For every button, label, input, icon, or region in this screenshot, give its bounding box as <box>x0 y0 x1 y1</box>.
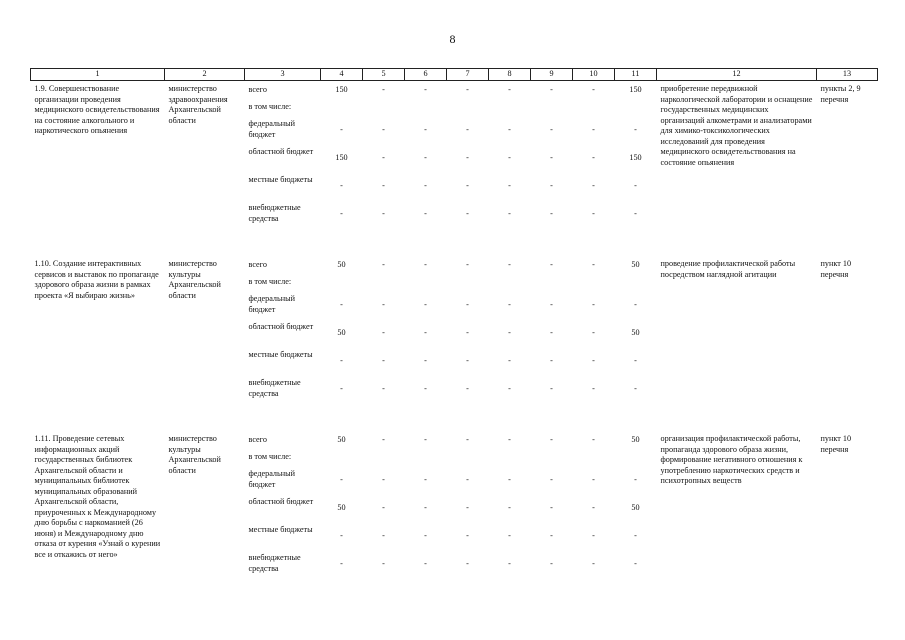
value-cell <box>577 451 611 468</box>
value-cell: - <box>382 384 385 393</box>
value-cell: - <box>424 435 427 444</box>
value-cell: - <box>382 125 385 134</box>
column-header-4: 4 <box>321 69 363 81</box>
value-cell: - <box>340 384 343 393</box>
value-cell: - <box>550 300 553 309</box>
value-cell: - <box>634 181 637 190</box>
value-cell: - <box>424 153 427 162</box>
page-number: 8 <box>449 32 456 46</box>
value-cell: - <box>634 384 637 393</box>
value-column-6 <box>405 81 447 231</box>
value-cell: - <box>340 300 343 309</box>
value-cell: - <box>424 85 427 94</box>
value-column-10 <box>573 81 615 231</box>
value-cell: - <box>592 531 595 540</box>
value-cell: - <box>382 559 385 568</box>
financing-source-label: в том числе: <box>248 102 292 111</box>
value-cell: - <box>592 503 595 512</box>
value-cell <box>493 101 527 118</box>
value-cell: - <box>466 328 469 337</box>
value-cell: - <box>550 328 553 337</box>
value-cell: - <box>424 384 427 393</box>
column-header-5: 5 <box>363 69 405 81</box>
value-cell: - <box>634 125 637 134</box>
value-cell: - <box>508 531 511 540</box>
value-cell: - <box>592 328 595 337</box>
value-cell: - <box>550 209 553 218</box>
executor: министерство культуры Архангельской области <box>168 259 221 300</box>
value-cell: - <box>592 209 595 218</box>
value-cell <box>367 276 401 293</box>
value-cell: - <box>592 260 595 269</box>
value-column-4 <box>321 431 363 580</box>
value-column-8 <box>489 81 531 231</box>
value-cell: - <box>508 503 511 512</box>
value-cell: - <box>382 531 385 540</box>
value-cell: 150 <box>629 85 642 94</box>
financing-source-label: внебюджетные средства <box>248 553 301 573</box>
financing-sources <box>245 431 321 580</box>
value-cell: - <box>634 531 637 540</box>
value-cell: - <box>634 559 637 568</box>
value-cell: - <box>550 384 553 393</box>
financing-source-label: в том числе: <box>248 452 292 461</box>
column-header-8: 8 <box>489 69 531 81</box>
spacer-cell <box>31 405 878 431</box>
value-cell: - <box>550 260 553 269</box>
value-cell: - <box>340 209 343 218</box>
value-cell: - <box>382 85 385 94</box>
value-cell: - <box>634 300 637 309</box>
value-column-5 <box>363 81 405 231</box>
value-cell: - <box>508 209 511 218</box>
value-cell: 150 <box>335 153 348 162</box>
value-cell: - <box>550 356 553 365</box>
list-reference: пункты 2, 9 перечня <box>820 84 861 104</box>
column-header-9: 9 <box>531 69 573 81</box>
column-header-6: 6 <box>405 69 447 81</box>
value-cell: - <box>508 85 511 94</box>
value-cell: - <box>550 435 553 444</box>
financing-source-label: областной бюджет <box>248 497 314 506</box>
value-cell: - <box>550 153 553 162</box>
value-column-8 <box>489 256 531 405</box>
value-cell: 50 <box>631 503 640 512</box>
value-column-9 <box>531 81 573 231</box>
value-cell <box>451 276 485 293</box>
program-row <box>31 256 878 405</box>
value-column-4 <box>321 256 363 405</box>
value-cell: - <box>466 559 469 568</box>
program-row <box>31 81 878 231</box>
value-cell: - <box>466 384 469 393</box>
value-cell: 150 <box>335 85 348 94</box>
value-column-11 <box>615 431 657 580</box>
value-cell: - <box>508 300 511 309</box>
value-column-7 <box>447 81 489 231</box>
value-cell: - <box>508 559 511 568</box>
value-cell: - <box>382 328 385 337</box>
value-cell <box>493 276 527 293</box>
value-cell: - <box>382 260 385 269</box>
list-reference: пункт 10 перечня <box>820 434 852 454</box>
value-cell: - <box>634 356 637 365</box>
financing-source-label: областной бюджет <box>248 322 314 331</box>
value-cell: - <box>466 153 469 162</box>
value-column-8 <box>489 431 531 580</box>
value-cell: - <box>382 475 385 484</box>
value-column-7 <box>447 256 489 405</box>
value-cell <box>451 101 485 118</box>
value-cell: - <box>508 475 511 484</box>
value-cell: - <box>508 260 511 269</box>
value-cell <box>535 451 569 468</box>
value-cell: 50 <box>337 503 346 512</box>
value-column-6 <box>405 256 447 405</box>
value-column-10 <box>573 431 615 580</box>
financing-sources <box>245 256 321 405</box>
value-cell: - <box>340 125 343 134</box>
value-cell <box>493 451 527 468</box>
value-cell <box>409 101 443 118</box>
value-cell: - <box>508 356 511 365</box>
value-cell: - <box>424 356 427 365</box>
value-cell <box>367 101 401 118</box>
financing-source-label: областной бюджет <box>248 147 314 156</box>
value-cell: - <box>592 475 595 484</box>
value-cell: - <box>424 125 427 134</box>
column-header-10: 10 <box>573 69 615 81</box>
value-cell: - <box>592 85 595 94</box>
activity-title: 1.9. Совершенствование организации проведения медицинского освидетельствования на состояние алкогольного и наркотического опьянения <box>34 84 160 135</box>
activity-title: 1.10. Создание интерактивных сервисов и выставок по пропаганде здорового образа жизни в рамках проекта «Я выбираю жизнь» <box>34 259 159 300</box>
financing-source-label: всего <box>248 435 267 444</box>
value-column-4 <box>321 81 363 231</box>
financing-sources <box>245 81 321 231</box>
value-column-11 <box>615 256 657 405</box>
value-cell: - <box>382 209 385 218</box>
value-cell <box>367 451 401 468</box>
financing-source-label: внебюджетные средства <box>248 378 301 398</box>
value-cell <box>577 276 611 293</box>
value-cell: - <box>466 531 469 540</box>
financing-source-label: федеральный бюджет <box>248 469 296 489</box>
value-cell: - <box>466 475 469 484</box>
value-cell: - <box>382 300 385 309</box>
value-cell <box>409 451 443 468</box>
value-cell: - <box>340 181 343 190</box>
column-header-3: 3 <box>245 69 321 81</box>
value-cell <box>325 451 359 468</box>
value-column-7 <box>447 431 489 580</box>
value-cell: - <box>424 503 427 512</box>
value-cell: - <box>550 475 553 484</box>
value-cell <box>619 276 653 293</box>
value-cell: - <box>340 559 343 568</box>
value-cell: - <box>592 435 595 444</box>
value-cell: - <box>508 384 511 393</box>
executor: министерство здравоохранения Архангельской области <box>168 84 228 125</box>
value-cell: 50 <box>337 328 346 337</box>
value-cell: - <box>634 475 637 484</box>
value-cell: 50 <box>631 260 640 269</box>
financing-source-label: всего <box>248 85 267 94</box>
value-cell: - <box>592 153 595 162</box>
value-cell: - <box>508 125 511 134</box>
value-cell: 50 <box>631 328 640 337</box>
value-cell: - <box>466 300 469 309</box>
value-cell: - <box>550 559 553 568</box>
value-cell: - <box>466 181 469 190</box>
activity-title: 1.11. Проведение сетевых информационных акций государственных библиотек Архангельской области и муниципальных библиотек муниципальных образований Архангельской области, приуроченных к Международному дню борьбы с наркоманией (26 июня) и Международному дню отказа от курения «Узнай о курении все и откажись от него» <box>34 434 161 559</box>
column-header-2: 2 <box>165 69 245 81</box>
value-cell <box>577 101 611 118</box>
value-column-10 <box>573 256 615 405</box>
value-cell: - <box>424 181 427 190</box>
value-cell: - <box>508 435 511 444</box>
financing-source-label: местные бюджеты <box>248 350 313 359</box>
value-cell: - <box>340 531 343 540</box>
financing-source-label: местные бюджеты <box>248 525 313 534</box>
spacer-cell <box>31 230 878 256</box>
value-cell: - <box>634 209 637 218</box>
value-cell <box>535 101 569 118</box>
value-cell: - <box>592 559 595 568</box>
list-reference: пункт 10 перечня <box>820 259 852 279</box>
expected-result: приобретение передвижной наркологической лаборатории и оснащение государственных медицинских организаций алкометрами и анализаторами для химико-токсикологических исследований для проведения медицинского освидетельствования на состояние опьянения <box>660 84 813 167</box>
column-header-7: 7 <box>447 69 489 81</box>
value-cell: - <box>508 181 511 190</box>
value-cell: - <box>592 181 595 190</box>
value-cell: - <box>550 85 553 94</box>
value-cell: 50 <box>337 260 346 269</box>
value-cell: - <box>382 181 385 190</box>
value-cell: - <box>424 328 427 337</box>
value-cell: - <box>592 384 595 393</box>
value-cell: - <box>382 503 385 512</box>
executor: министерство культуры Архангельской области <box>168 434 221 475</box>
header-row <box>31 69 878 81</box>
value-cell: - <box>424 559 427 568</box>
column-header-12: 12 <box>657 69 817 81</box>
value-cell: - <box>466 503 469 512</box>
expected-result: организация профилактической работы, пропаганда здорового образа жизни, формирование негативного отношения к употреблению наркотических средств и психотропных веществ <box>660 434 803 485</box>
value-cell: - <box>382 435 385 444</box>
value-cell: - <box>592 356 595 365</box>
value-cell: - <box>424 260 427 269</box>
value-column-9 <box>531 256 573 405</box>
value-column-11 <box>615 81 657 231</box>
row-spacer <box>31 230 878 256</box>
value-cell: - <box>466 260 469 269</box>
value-column-5 <box>363 431 405 580</box>
financing-source-label: местные бюджеты <box>248 175 313 184</box>
value-column-6 <box>405 431 447 580</box>
value-cell: 150 <box>629 153 642 162</box>
value-cell: - <box>382 356 385 365</box>
value-cell <box>451 451 485 468</box>
financing-source-label: всего <box>248 260 267 269</box>
expected-result: проведение профилактической работы посредством наглядной агитации <box>660 259 796 279</box>
row-spacer <box>31 405 878 431</box>
financing-source-label: федеральный бюджет <box>248 119 296 139</box>
value-cell <box>535 276 569 293</box>
value-cell: - <box>592 300 595 309</box>
column-header-13: 13 <box>817 69 878 81</box>
value-cell: - <box>550 531 553 540</box>
value-cell <box>325 101 359 118</box>
value-cell: - <box>424 475 427 484</box>
value-cell: - <box>508 328 511 337</box>
table-body <box>31 81 878 581</box>
program-row <box>31 431 878 580</box>
program-table <box>30 68 878 580</box>
financing-source-label: федеральный бюджет <box>248 294 296 314</box>
value-cell <box>325 276 359 293</box>
value-cell: - <box>466 209 469 218</box>
value-cell: - <box>550 503 553 512</box>
value-cell: 50 <box>631 435 640 444</box>
value-cell: - <box>340 356 343 365</box>
value-cell: - <box>424 300 427 309</box>
value-cell: - <box>340 475 343 484</box>
value-cell: - <box>466 125 469 134</box>
column-header-11: 11 <box>615 69 657 81</box>
value-column-9 <box>531 431 573 580</box>
column-header-1: 1 <box>31 69 165 81</box>
value-cell: - <box>508 153 511 162</box>
value-cell: - <box>466 356 469 365</box>
value-cell <box>619 101 653 118</box>
value-cell: - <box>424 209 427 218</box>
value-cell: - <box>424 531 427 540</box>
value-cell <box>409 276 443 293</box>
value-cell: - <box>592 125 595 134</box>
value-cell: - <box>382 153 385 162</box>
value-cell <box>619 451 653 468</box>
value-cell: - <box>466 85 469 94</box>
value-cell: - <box>550 181 553 190</box>
financing-source-label: внебюджетные средства <box>248 203 301 223</box>
value-cell: 50 <box>337 435 346 444</box>
value-cell: - <box>550 125 553 134</box>
value-cell: - <box>466 435 469 444</box>
financing-source-label: в том числе: <box>248 277 292 286</box>
value-column-5 <box>363 256 405 405</box>
